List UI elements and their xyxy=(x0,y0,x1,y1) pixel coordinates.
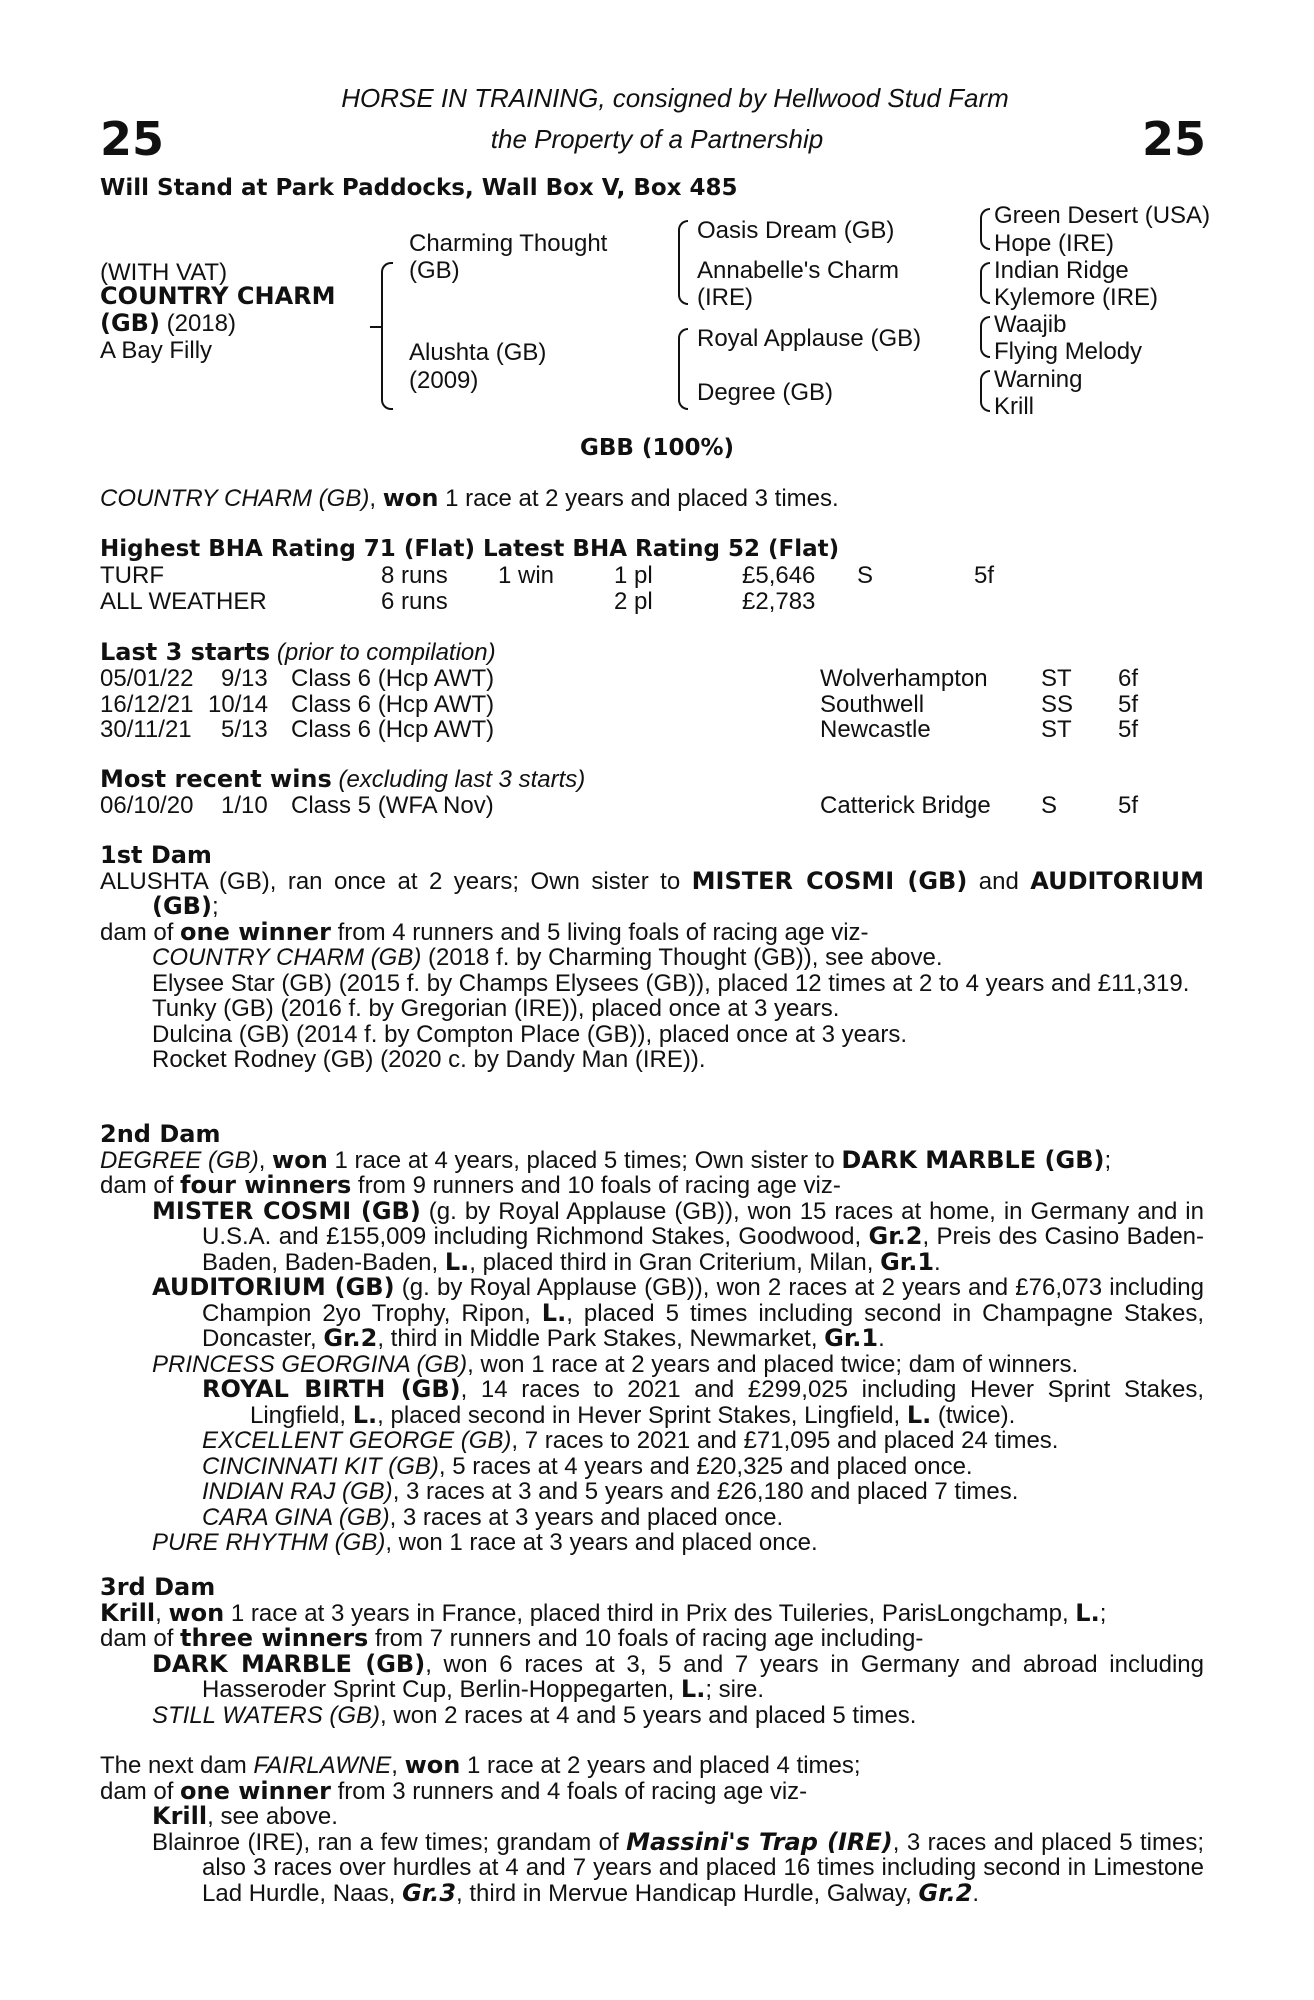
granddam-2: Kylemore (IRE) xyxy=(994,284,1159,311)
text-segment: The next dam xyxy=(100,1752,254,1779)
produce-item xyxy=(100,1275,1204,1352)
text-segment: , third in Middle Park Stakes, Newmarket, xyxy=(377,1325,825,1352)
grandsire-2: Indian Ridge xyxy=(994,257,1129,284)
text-segment: , xyxy=(391,1752,405,1779)
produce-item xyxy=(100,1703,1204,1729)
brace-g34-top xyxy=(980,262,990,284)
text-segment: L. xyxy=(541,1298,567,1327)
sire-dam-a: Annabelle's Charm xyxy=(697,257,900,284)
produce-item: Tunky (GB) (2016 f. by Gregorian (IRE)), placed once at 3 years. xyxy=(152,995,840,1022)
grandsire-3: Waajib xyxy=(994,311,1067,338)
text-segment: dam of xyxy=(100,918,181,946)
start-position: 5/13 xyxy=(221,716,268,743)
text-segment: Last 3 starts xyxy=(100,638,271,666)
produce-item xyxy=(100,1827,1204,1907)
text-segment: (prior to compilation) xyxy=(276,639,496,666)
horse-description: A Bay Filly xyxy=(100,337,213,364)
text-segment: won xyxy=(272,1145,328,1174)
third-dam-line xyxy=(100,1598,1204,1627)
text-segment: (g. by Royal Applause (GB)), won 15 races at home, in Germany and in U.S.A. and £155,009 including Richmond Stakes, Goodwood, xyxy=(202,1197,1204,1250)
text-segment: COUNTRY CHARM (GB) xyxy=(152,944,422,971)
brace-parents-bottom xyxy=(381,330,393,410)
text-segment: , 7 races to 2021 and £71,095 and placed 24 times. xyxy=(511,1427,1059,1454)
text-segment: (twice). xyxy=(931,1401,1016,1429)
text-segment: . xyxy=(934,1248,941,1276)
brace-sire-bottom xyxy=(678,258,688,305)
produce-item: Elysee Star (GB) (2015 f. by Champs Elysees (GB)), placed 12 times at 2 to 4 years and £11,319. xyxy=(152,969,1190,997)
start-date: 05/01/22 xyxy=(100,665,194,692)
recent-wins-heading xyxy=(100,767,585,793)
text-segment: Gr.3 xyxy=(402,1878,457,1907)
text-segment: , 14 races to 2021 and £299,025 including Hever Sprint Stakes, Lingfield, xyxy=(250,1376,1204,1429)
start-course: Southwell xyxy=(820,691,925,718)
text-segment: four winners xyxy=(180,1171,352,1199)
dam-name: Alushta (GB) xyxy=(409,339,547,366)
property-line: the Property of a Partnership xyxy=(490,124,824,154)
horse-year: (2018) xyxy=(166,310,236,337)
lot-number-left: 25 xyxy=(100,112,165,166)
next-dam-produce-line xyxy=(100,1776,1204,1805)
text-segment: PURE RHYTHM (GB) xyxy=(152,1529,386,1556)
text-segment: one winner xyxy=(180,1776,331,1805)
text-segment: ; sire. xyxy=(705,1676,765,1703)
third-dam-produce-line xyxy=(100,1626,1204,1652)
consignor-line: HORSE IN TRAINING, consigned by Hellwood Stud Farm xyxy=(341,83,1009,113)
text-segment: won xyxy=(382,484,439,512)
start-date: 16/12/21 xyxy=(100,691,194,718)
grandsire-4: Warning xyxy=(994,366,1083,393)
second-dam-heading: 2nd Dam xyxy=(100,1120,221,1148)
win-course: Catterick Bridge xyxy=(820,792,991,819)
text-segment: from 9 runners and 10 foals of racing age viz- xyxy=(351,1172,841,1199)
text-segment: DARK MARBLE (GB) xyxy=(152,1649,426,1678)
text-segment: , 5 races at 4 years and £20,325 and placed once. xyxy=(438,1452,973,1480)
text-segment: INDIAN RAJ (GB) xyxy=(202,1478,393,1505)
start-going: ST xyxy=(1041,716,1072,743)
text-segment: Massini's Trap (IRE) xyxy=(626,1827,893,1856)
text-segment: EXCELLENT GEORGE (GB) xyxy=(202,1427,512,1454)
stand-line: Will Stand at Park Paddocks, Wall Box V, Box 485 xyxy=(100,175,738,201)
text-segment: won xyxy=(404,1751,461,1779)
dam-sire: Royal Applause (GB) xyxy=(697,325,922,352)
text-segment: dam of xyxy=(100,1172,181,1199)
brace-g78-bottom xyxy=(980,390,990,412)
text-segment: , placed 5 times including second in Champagne Stakes, Doncaster, xyxy=(202,1299,1204,1352)
produce-item xyxy=(100,945,1204,971)
granddam-3: Flying Melody xyxy=(994,338,1143,365)
record-surface: TURF xyxy=(100,562,164,589)
brace-g56-top xyxy=(980,316,990,338)
brace-g12-bottom xyxy=(980,228,990,250)
record-prize: £2,783 xyxy=(742,588,816,615)
text-segment: STILL WATERS (GB) xyxy=(152,1701,381,1729)
dam-year: (2009) xyxy=(409,367,479,394)
text-segment: L. xyxy=(1075,1598,1100,1627)
text-segment: MISTER COSMI (GB) xyxy=(691,866,968,895)
text-segment: , placed third in Gran Criterium, Milan, xyxy=(469,1248,881,1276)
grandproduce-item xyxy=(100,1428,1204,1454)
text-segment: 1 race at 2 years and placed 4 times; xyxy=(460,1752,861,1779)
record-surface: ALL WEATHER xyxy=(100,588,267,615)
brace-g12-top xyxy=(980,208,990,230)
record-wins: 1 win xyxy=(498,562,555,589)
text-segment: 1 race at 3 years in France, placed third in Prix des Tuileries, ParisLongchamp, xyxy=(224,1599,1076,1627)
record-runs: 6 runs xyxy=(381,588,448,615)
text-segment: (2018 f. by Charming Thought (GB)), see above. xyxy=(421,944,943,971)
text-segment: . xyxy=(878,1325,885,1352)
text-segment: ; xyxy=(1099,1599,1107,1627)
third-dam-heading: 3rd Dam xyxy=(100,1573,216,1601)
third-dam-section xyxy=(100,1575,1204,1728)
text-segment: COUNTRY CHARM (GB) xyxy=(100,485,370,512)
brace-dam-bottom xyxy=(678,366,688,410)
text-segment: PRINCESS GEORGINA (GB) xyxy=(152,1350,468,1378)
produce-item: Dulcina (GB) (2014 f. by Compton Place (GB)), placed once at 3 years. xyxy=(152,1020,908,1048)
record-runs: 8 runs xyxy=(381,562,448,589)
text-segment: CINCINNATI KIT (GB) xyxy=(202,1452,439,1480)
win-position: 1/10 xyxy=(221,792,268,819)
produce-item xyxy=(100,1530,1204,1556)
first-dam-line xyxy=(100,866,1204,920)
start-distance: 5f xyxy=(1118,716,1139,743)
text-segment: , xyxy=(258,1146,273,1174)
second-dam-section xyxy=(100,1122,1204,1556)
text-segment: . xyxy=(972,1879,980,1907)
text-segment: , Preis des Casino Baden-Baden, Baden-Baden, xyxy=(202,1223,1205,1276)
granddam-1: Hope (IRE) xyxy=(994,230,1115,257)
start-race: Class 6 (Hcp AWT) xyxy=(291,665,495,692)
text-segment: , 3 races at 3 and 5 years and £26,180 and placed 7 times. xyxy=(392,1478,1019,1505)
sire-name-a: Charming Thought xyxy=(409,230,608,257)
text-segment: 1 race at 2 years and placed 3 times. xyxy=(445,485,839,512)
text-segment: L. xyxy=(352,1400,378,1429)
dam-dam: Degree (GB) xyxy=(697,379,834,406)
text-segment: , 3 races and placed 5 times; also 3 races over hurdles at 4 and 7 years and placed 16 times including second in Limestone Lad Hurdle, Naas, xyxy=(202,1828,1204,1907)
text-segment: , placed second in Hever Sprint Stakes, Lingfield, xyxy=(377,1401,907,1429)
race-summary: COUNTRY CHARM (GB), won 1 race at 2 years and placed 3 times. xyxy=(100,484,839,512)
horse-country: (GB) xyxy=(100,309,160,337)
text-segment: ALUSHTA (GB), ran once at 2 years; Own sister to xyxy=(100,867,692,895)
text-segment: (g. by Royal Applause (GB)), won 2 races at 2 years and £76,073 including Champion 2yo Trophy, Ripon, xyxy=(202,1274,1204,1327)
text-segment: , third in Mervue Handicap Hurdle, Galway, xyxy=(456,1879,919,1907)
second-dam-produce-line xyxy=(100,1173,1204,1199)
brace-point xyxy=(370,326,382,328)
first-dam-heading: 1st Dam xyxy=(100,841,212,869)
bha-rating: Highest BHA Rating 71 (Flat) Latest BHA Rating 52 (Flat) xyxy=(100,536,840,562)
start-race: Class 6 (Hcp AWT) xyxy=(291,691,495,718)
start-position: 9/13 xyxy=(221,665,268,692)
start-date: 30/11/21 xyxy=(100,716,192,743)
text-segment: won xyxy=(168,1598,225,1627)
text-segment: FAIRLAWNE xyxy=(253,1752,392,1779)
text-segment: one winner xyxy=(180,917,331,946)
text-segment: dam of xyxy=(100,1777,181,1805)
text-segment: from 3 runners and 4 foals of racing age viz- xyxy=(330,1777,808,1805)
text-segment: 1 race at 4 years, placed 5 times; Own sister to xyxy=(327,1146,842,1174)
text-segment: DARK MARBLE (GB) xyxy=(841,1145,1105,1174)
text-segment: , 3 races at 3 years and placed once. xyxy=(389,1503,784,1531)
start-race: Class 6 (Hcp AWT) xyxy=(291,716,495,743)
text-segment: DEGREE (GB) xyxy=(100,1146,259,1174)
sire-name-b: (GB) xyxy=(409,257,460,284)
text-segment: , won 1 race at 2 years and placed twice; dam of winners. xyxy=(467,1350,1079,1378)
grandsire-1: Green Desert (USA) xyxy=(994,202,1211,229)
text-segment: L. xyxy=(444,1247,470,1276)
brace-g34-bottom xyxy=(980,282,990,304)
text-segment: (excluding last 3 starts) xyxy=(338,766,586,793)
text-segment: , see above. xyxy=(207,1803,338,1830)
text-segment: Krill xyxy=(100,1598,156,1627)
brace-g56-bottom xyxy=(980,336,990,358)
vat-note: (WITH VAT) xyxy=(100,259,228,286)
record-going: S xyxy=(857,562,874,589)
start-distance: 6f xyxy=(1118,665,1139,692)
record-distance: 5f xyxy=(974,562,995,589)
text-segment: Gr.1 xyxy=(824,1324,879,1352)
text-segment: AUDITORIUM (GB) xyxy=(152,1273,395,1301)
text-segment: dam of xyxy=(100,1625,181,1652)
win-going: S xyxy=(1041,792,1058,819)
produce-item xyxy=(100,1649,1204,1703)
text-segment: , won 2 races at 4 and 5 years and placed 5 times. xyxy=(380,1701,917,1729)
text-segment: Gr.2 xyxy=(323,1324,378,1352)
produce-item xyxy=(100,1804,1204,1830)
brace-dam-top xyxy=(678,328,688,368)
brace-g78-top xyxy=(980,370,990,392)
text-segment: , xyxy=(155,1599,169,1627)
gbb-status: GBB (100%) xyxy=(579,435,735,461)
record-prize: £5,646 xyxy=(742,562,816,589)
brace-parents-top xyxy=(381,262,393,332)
text-segment: from 4 runners and 5 living foals of racing age viz- xyxy=(330,918,869,946)
start-course: Wolverhampton xyxy=(820,665,988,692)
start-course: Newcastle xyxy=(820,716,931,743)
text-segment: Most recent wins xyxy=(100,765,332,793)
text-segment: Krill xyxy=(152,1802,208,1830)
text-segment: L. xyxy=(680,1675,706,1703)
text-segment: ROYAL BIRTH (GB) xyxy=(202,1375,461,1403)
horse-country-year xyxy=(100,311,236,337)
produce-item xyxy=(100,1196,1205,1276)
grandproduce-item xyxy=(100,1377,1204,1428)
text-segment: CARA GINA (GB) xyxy=(202,1503,390,1531)
start-going: SS xyxy=(1041,691,1074,718)
text-segment: Gr.1 xyxy=(880,1247,935,1276)
grandproduce-item xyxy=(100,1479,1204,1505)
record-placed: 1 pl xyxy=(614,562,653,589)
start-distance: 5f xyxy=(1118,691,1139,718)
first-dam-produce-line xyxy=(100,917,1204,946)
win-distance: 5f xyxy=(1118,792,1139,819)
sire-sire: Oasis Dream (GB) xyxy=(697,217,895,244)
win-race: Class 5 (WFA Nov) xyxy=(291,792,494,819)
next-dam-line xyxy=(100,1753,1204,1779)
text-segment: ; xyxy=(211,893,219,920)
text-segment: , won 1 race at 3 years and placed once. xyxy=(385,1529,818,1556)
grandproduce-item xyxy=(100,1454,1204,1480)
next-dam-section xyxy=(100,1753,1204,1906)
start-going: ST xyxy=(1041,665,1072,692)
text-segment: from 7 runners and 10 foals of racing age including- xyxy=(368,1625,924,1652)
text-segment: and xyxy=(967,867,1031,895)
sire-dam-b: (IRE) xyxy=(697,284,753,311)
text-segment: , won 6 races at 3, 5 and 7 years in Germany and abroad including Hasseroder Sprint Cup, Berlin-Hoppegarten, xyxy=(202,1650,1204,1703)
granddam-4: Krill xyxy=(994,393,1034,420)
last-starts-heading xyxy=(100,640,496,666)
win-date: 06/10/20 xyxy=(100,792,194,819)
grandproduce-item xyxy=(100,1505,1204,1531)
text-segment: L. xyxy=(906,1400,932,1429)
text-segment: ; xyxy=(1104,1146,1112,1174)
text-segment: Blainroe (IRE), ran a few times; grandam of xyxy=(152,1828,627,1856)
produce-item: Rocket Rodney (GB) (2020 c. by Dandy Man (IRE)). xyxy=(152,1046,706,1073)
start-position: 10/14 xyxy=(208,691,269,718)
record-placed: 2 pl xyxy=(614,588,653,615)
text-segment: Gr.2 xyxy=(868,1222,923,1250)
horse-name: COUNTRY CHARM xyxy=(100,282,336,310)
text-segment: three winners xyxy=(180,1624,369,1652)
text-segment: AUDITORIUM (GB) xyxy=(152,866,1204,920)
produce-item xyxy=(100,1352,1204,1378)
text-segment: MISTER COSMI (GB) xyxy=(152,1196,421,1225)
second-dam-line xyxy=(100,1145,1204,1174)
brace-sire-top xyxy=(678,220,688,260)
text-segment: Gr.2 xyxy=(918,1878,973,1907)
lot-number-right: 25 xyxy=(1141,112,1206,166)
first-dam-section xyxy=(100,843,1204,1073)
